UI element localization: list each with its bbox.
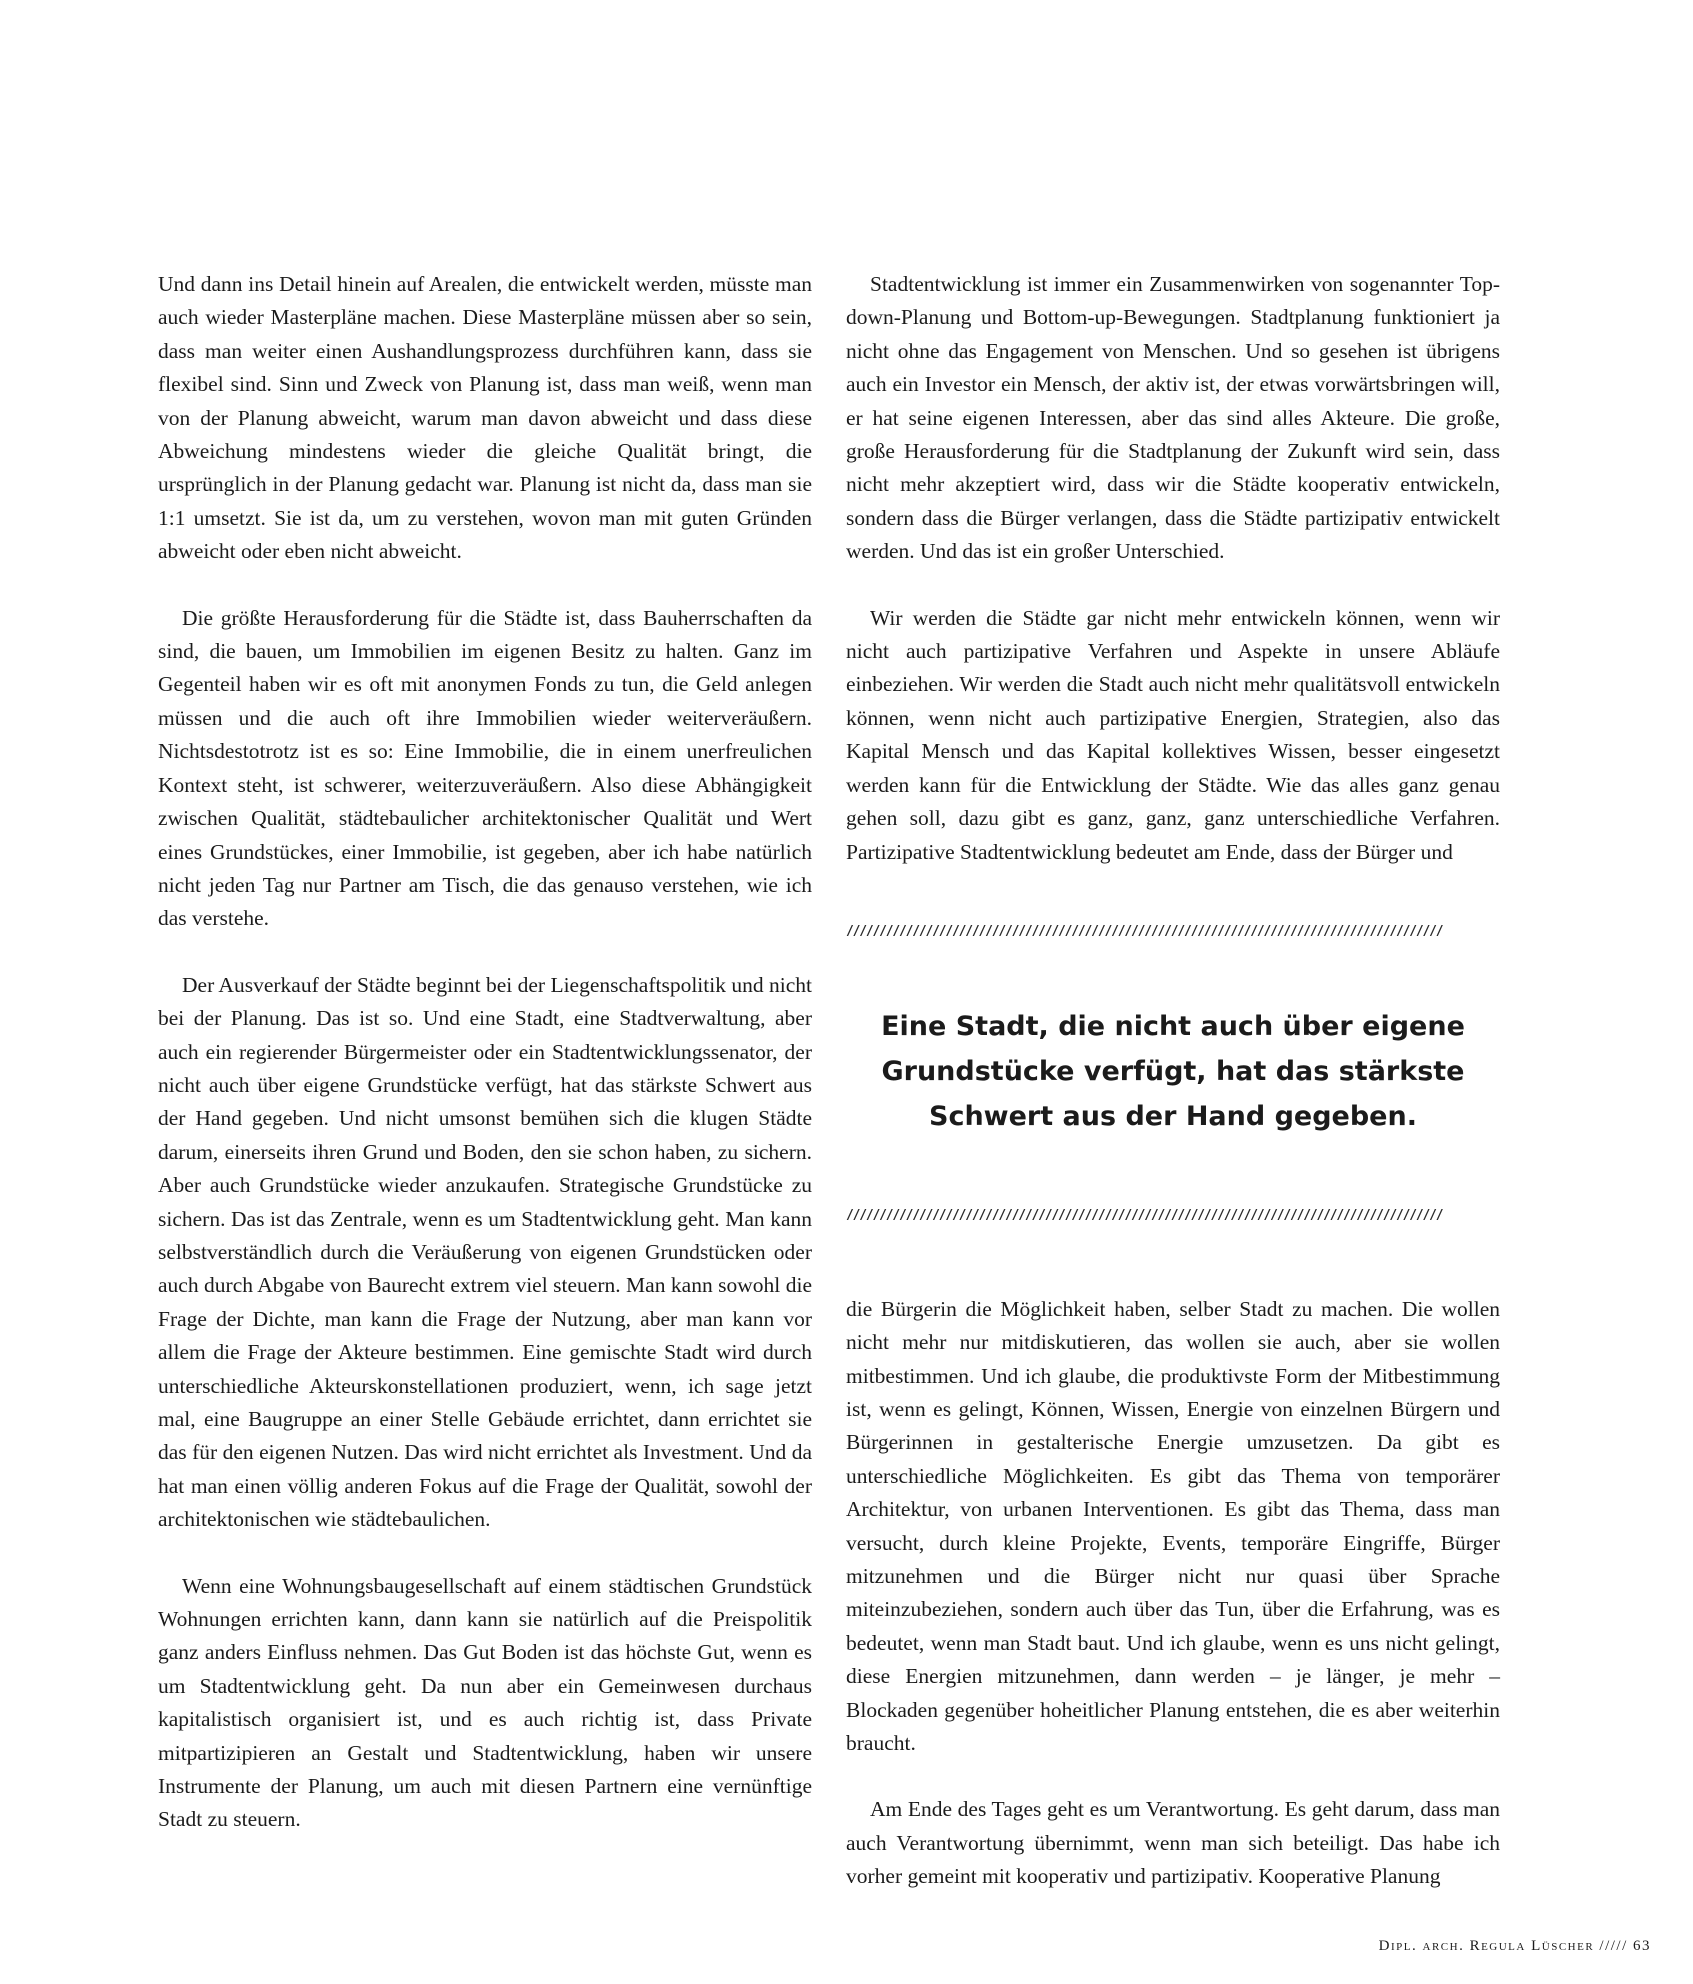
pull-quote: Eine Stadt, die nicht auch über eigene Grundstücke verfügt, hat das stärkste Schwert aus der Hand gegeben.: [881, 1011, 1465, 1133]
body-paragraph: die Bürgerin die Möglichkeit haben, selber Stadt zu machen. Die wollen nicht mehr nur mitdiskutieren, das wollen sie auch, aber sie wollen mitbestimmen. Und ich glaube, die produktivste Form der Mitbestimmung ist, wenn es gelingt, Können, Wissen, Energie von einzelnen Bürgern und Bürgerinnen in gestalterische Energie umzusetzen. Da gibt es unterschiedliche Möglichkeiten. Es gibt das Thema von temporärer Architektur, von urbanen Interventionen. Es gibt das Thema, dass man versucht, durch kleine Projekte, Events, temporäre Eingriffe, Bürger mitzunehmen und die Bürger nicht nur quasi über Sprache miteinzubeziehen, sondern auch über das Tun, über die Erfahrung, was es bedeutet, wenn man Stadt baut. Und ich glaube, wenn es uns nicht gelingt, diese Energien mitzunehmen, dann werden – je länger, je mehr – Blockaden gegenüber hoheitlicher Planung entstehen, die es aber weiterhin braucht.: [846, 1296, 1500, 1755]
left-column: [158, 268, 812, 1870]
page-footer: [1379, 1938, 1651, 1955]
footer-separator: /////: [1599, 1938, 1628, 1954]
body-paragraph: Wir werden die Städte gar nicht mehr entwickeln können, wenn wir nicht auch partizipative Verfahren und Aspekte in unsere Abläufe einbeziehen. Wir werden die Stadt auch nicht mehr qualitätsvoll entwickeln können, wenn nicht auch partizipative Energien, Strategien, also das Kapital Mensch und das Kapital kollektives Wissen, besser eingesetzt werden kann für die Entwicklung der Städte. Wie das alles ganz genau gehen soll, dazu gibt es ganz, ganz, ganz unterschiedliche Verfahren. Partizipative Stadtentwicklung bedeutet am Ende, dass der Bürger und: [846, 605, 1500, 864]
body-paragraph: Die größte Herausforderung für die Städte ist, dass Bauherrschaften da sind, die bauen, um Immobilien im eigenen Besitz zu halten. Ganz im Gegenteil haben wir es oft mit anonymen Fonds zu tun, die Geld anlegen müssen und die auch oft ihre Immobilien wieder weiterveräußern. Nichtsdestotrotz ist es so: Eine Immobilie, die in einem unerfreulichen Kontext steht, ist schwerer, weiterzuveräußern. Also diese Abhängigkeit zwischen Qualität, städtebaulicher architektonischer Qualität und Wert eines Grundstückes, einer Immobilie, ist gegeben, aber ich habe natürlich nicht jeden Tag nur Partner am Tisch, die das genauso verstehen, wie ich das verstehe.: [158, 605, 812, 931]
body-paragraph: Stadtentwicklung ist immer ein Zusammenwirken von sogenannter Top-down-Planung und Bottom-up-Bewegungen. Stadtplanung funktioniert ja nicht ohne das Engagement von Menschen. Und so gesehen ist übrigens auch ein Investor ein Mensch, der aktiv ist, der etwas vorwärtsbringen will, er hat seine eigenen Interessen, aber das sind alles Akteure. Die große, große Herausforderung für die Stadtplanung der Zukunft wird sein, dass nicht mehr akzeptiert wird, dass wir die Städte kooperativ entwickeln, sondern dass die Bürger verlangen, dass die Städte partizipativ entwickelt werden. Und das ist ein großer Unterschied.: [846, 272, 1500, 564]
quote-divider-top: //////////////////////////////////////////////////////////////////////////////////////////: [846, 923, 1443, 939]
body-paragraph: Der Ausverkauf der Städte beginnt bei der Liegenschaftspolitik und nicht bei der Planung. Das ist so. Und eine Stadt, eine Stadtverwaltung, aber auch ein regierender Bürgermeister oder ein Stadtentwicklungssenator, der nicht auch über eigene Grundstücke verfügt, hat das stärkste Schwert aus der Hand gegeben. Und nicht umsonst bemühen sich die klugen Städte darum, einerseits ihren Grund und Boden, den sie schon haben, zu sichern. Aber auch Grundstücke wieder anzukaufen. Strategische Grundstücke zu sichern. Das ist das Zentrale, wenn es um Stadtentwicklung geht. Man kann selbstverständlich durch die Veräußerung von eigenen Grundstücken oder auch durch Abgabe von Baurecht extrem viel steuern. Man kann sowohl die Frage der Dichte, man kann die Frage der Nutzung, aber man kann vor allem die Frage der Akteure bestimmen. Eine gemischte Stadt wird durch unterschiedliche Akteurskonstellationen produziert, wenn, ich sage jetzt mal, eine Baugruppe an einer Stelle Gebäude errichtet, dann errichtet sie das für den eigenen Nutzen. Das wird nicht errichtet als Investment. Und da hat man einen völlig anderen Fokus auf die Frage der Qualität, sowohl der architektonischen wie städtebaulichen.: [158, 972, 812, 1532]
footer-author: Dipl. arch. Regula Lüscher: [1378, 1938, 1595, 1954]
body-paragraph: Und dann ins Detail hinein auf Arealen, die entwickelt werden, müsste man auch wieder Masterpläne machen. Diese Masterpläne müssen aber so sein, dass man weiter einen Aushandlungsprozess durchführen kann, dass sie flexibel sind. Sinn und Zweck von Planung ist, dass man weiß, wenn man von der Planung abweicht, warum man davon abweicht und dass diese Abweichung mindestens wieder die gleiche Qualität bringt, die ursprünglich in der Planung gedacht war. Planung ist nicht da, dass man sie 1:1 umsetzt. Sie ist da, um zu verstehen, wovon man mit guten Gründen abweicht oder eben nicht abweicht.: [158, 272, 812, 564]
right-column: [846, 268, 1500, 1927]
quote-divider-bottom: //////////////////////////////////////////////////////////////////////////////////////////: [846, 1208, 1443, 1224]
body-paragraph: Wenn eine Wohnungsbaugesellschaft auf einem städtischen Grundstück Wohnungen errichten kann, dann kann sie natürlich auf die Preispolitik ganz anders Einfluss nehmen. Das Gut Boden ist das höchste Gut, wenn es um Stadtentwicklung geht. Da nun aber ein Gemeinwesen durchaus kapitalistisch organisiert ist, und es auch richtig ist, dass Private mitpartizipieren an Gestalt und Stadtentwicklung, haben wir unsere Instrumente der Planung, um auch mit diesen Partnern eine vernünftige Stadt zu steuern.: [158, 1573, 812, 1832]
page-number: 63: [1633, 1938, 1651, 1954]
body-paragraph: Am Ende des Tages geht es um Verantwortung. Es geht darum, dass man auch Verantwortung übernimmt, wenn man sich beteiligt. Das habe ich vorher gemeint mit kooperativ und partizipativ. Kooperative Planung: [846, 1797, 1500, 1889]
